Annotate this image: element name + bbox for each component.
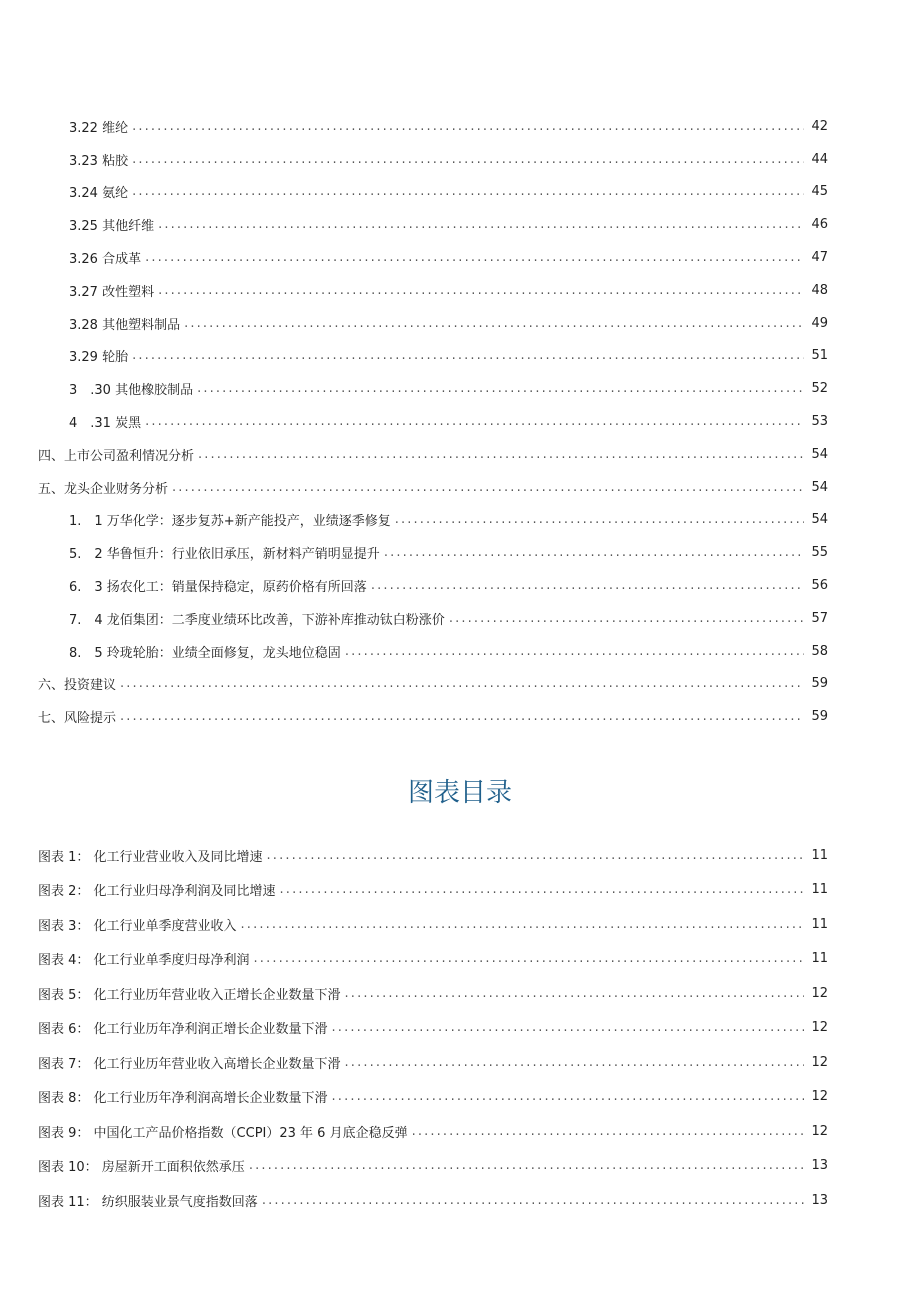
- entry-page-number: 11: [811, 847, 828, 863]
- entry-label: 3.26 合成革: [69, 252, 142, 268]
- entry-page-number: 12: [811, 1089, 828, 1105]
- figure-entry[interactable]: [0, 1011, 920, 1046]
- entry-page-number: 47: [811, 250, 828, 266]
- entry-page-number: 54: [811, 479, 828, 495]
- dot-leader: [132, 184, 804, 199]
- entry-page-number: 11: [811, 951, 828, 967]
- entry-page-number: 59: [811, 676, 828, 692]
- toc-entry[interactable]: [0, 307, 920, 340]
- dot-leader: [198, 447, 804, 462]
- entry-page-number: 12: [811, 1123, 828, 1139]
- entry-label: 图表 8： 化工行业历年净利润高增长企业数量下滑: [38, 1091, 328, 1107]
- entry-page-number: 56: [811, 578, 828, 594]
- entry-label: 四、上市公司盈利情况分析: [38, 448, 195, 464]
- dot-leader: [262, 1193, 804, 1208]
- dot-leader: [345, 644, 804, 659]
- entry-label: 图表 10： 房屋新开工面积依然承压: [38, 1160, 245, 1176]
- entry-label: 七、风险提示: [38, 711, 117, 727]
- figure-entry[interactable]: [0, 1080, 920, 1115]
- toc-entry[interactable]: [0, 504, 920, 537]
- entry-label: 五、龙头企业财务分析: [38, 481, 169, 497]
- entry-label: 图表 2： 化工行业归母净利润及同比增速: [38, 884, 276, 900]
- dot-leader: [145, 414, 804, 429]
- entry-label: 1. 1 万华化学：逐步复苏+新产能投产，业绩逐季修复: [69, 514, 391, 530]
- entry-label: 3.27 改性塑料: [69, 284, 155, 300]
- entry-page-number: 49: [811, 315, 828, 331]
- entry-label: 图表 5： 化工行业历年营业收入正增长企业数量下滑: [38, 987, 341, 1003]
- entry-label: 6. 3 扬农化工：销量保持稳定，原药价格有所回落: [69, 580, 367, 596]
- dot-leader: [412, 1124, 804, 1139]
- entry-page-number: 57: [811, 610, 828, 626]
- dot-leader: [395, 512, 804, 527]
- figure-entry[interactable]: [0, 1045, 920, 1080]
- list-of-figures: [0, 838, 920, 1218]
- toc-entry[interactable]: [0, 569, 920, 602]
- toc-entry[interactable]: [0, 438, 920, 471]
- dot-leader: [345, 1055, 804, 1070]
- toc-entry[interactable]: [0, 176, 920, 209]
- entry-page-number: 53: [811, 414, 828, 430]
- toc-entry[interactable]: [0, 340, 920, 373]
- entry-label: 图表 7： 化工行业历年营业收入高增长企业数量下滑: [38, 1056, 341, 1072]
- dot-leader: [249, 1158, 804, 1173]
- entry-page-number: 44: [811, 151, 828, 167]
- toc-entry[interactable]: [0, 143, 920, 176]
- toc-entry[interactable]: [0, 635, 920, 668]
- figures-title: 图表目录: [407, 778, 512, 808]
- entry-label: 图表 9： 中国化工产品价格指数（CCPI）23 年 6 月底企稳反弹: [38, 1125, 408, 1141]
- dot-leader: [184, 316, 804, 331]
- entry-label: 六、投资建议: [38, 678, 117, 694]
- figure-entry[interactable]: [0, 976, 920, 1011]
- dot-leader: [371, 578, 804, 593]
- entry-label: 5. 2 华鲁恒升：行业依旧承压，新材料产销明显提升: [69, 547, 380, 563]
- table-of-contents: [0, 110, 920, 733]
- entry-page-number: 12: [811, 1020, 828, 1036]
- dot-leader: [332, 1089, 804, 1104]
- entry-page-number: 13: [811, 1192, 828, 1208]
- entry-label: 3.22 维纶: [69, 120, 129, 136]
- entry-page-number: 13: [811, 1158, 828, 1174]
- figure-entry[interactable]: [0, 1114, 920, 1149]
- entry-page-number: 11: [811, 916, 828, 932]
- dot-leader: [172, 480, 804, 495]
- entry-label: 3.25 其他纤维: [69, 219, 155, 235]
- dot-leader: [280, 882, 804, 897]
- dot-leader: [120, 709, 804, 724]
- toc-entry[interactable]: [0, 208, 920, 241]
- entry-label: 7. 4 龙佰集团：二季度业绩环比改善，下游补库推动钛白粉涨价: [69, 612, 445, 628]
- entry-label: 4 .31 炭黑: [69, 416, 142, 432]
- dot-leader: [120, 676, 804, 691]
- entry-page-number: 54: [811, 446, 828, 462]
- entry-label: 3 .30 其他橡胶制品: [69, 383, 194, 399]
- entry-page-number: 51: [811, 348, 828, 364]
- entry-page-number: 48: [811, 282, 828, 298]
- dot-leader: [254, 951, 804, 966]
- dot-leader: [345, 986, 804, 1001]
- dot-leader: [132, 152, 804, 167]
- figure-entry[interactable]: [0, 942, 920, 977]
- dot-leader: [145, 250, 804, 265]
- entry-page-number: 55: [811, 545, 828, 561]
- toc-entry[interactable]: [0, 700, 920, 733]
- dot-leader: [132, 119, 804, 134]
- entry-page-number: 52: [811, 381, 828, 397]
- dot-leader: [241, 917, 804, 932]
- entry-page-number: 12: [811, 1054, 828, 1070]
- entry-page-number: 46: [811, 217, 828, 233]
- entry-label: 3.29 轮胎: [69, 350, 129, 366]
- dot-leader: [267, 848, 804, 863]
- toc-entry[interactable]: [0, 602, 920, 635]
- figure-entry[interactable]: [0, 838, 920, 873]
- figure-entry[interactable]: [0, 873, 920, 908]
- entry-page-number: 59: [811, 709, 828, 725]
- dot-leader: [384, 545, 804, 560]
- entry-page-number: 42: [811, 118, 828, 134]
- entry-page-number: 58: [811, 643, 828, 659]
- entry-label: 8. 5 玲珑轮胎：业绩全面修复，龙头地位稳固: [69, 645, 341, 661]
- dot-leader: [158, 217, 804, 232]
- entry-page-number: 12: [811, 985, 828, 1001]
- entry-page-number: 11: [811, 882, 828, 898]
- entry-label: 3.24 氨纶: [69, 186, 129, 202]
- toc-entry[interactable]: [0, 241, 920, 274]
- toc-entry[interactable]: [0, 405, 920, 438]
- toc-entry[interactable]: [0, 536, 920, 569]
- entry-label: 图表 1： 化工行业营业收入及同比增速: [38, 849, 263, 865]
- entry-label: 3.28 其他塑料制品: [69, 317, 181, 333]
- entry-label: 图表 11： 纺织服装业景气度指数回落: [38, 1194, 258, 1210]
- dot-leader: [132, 348, 804, 363]
- entry-page-number: 54: [811, 512, 828, 528]
- dot-leader: [449, 611, 804, 626]
- entry-label: 图表 4： 化工行业单季度归母净利润: [38, 953, 250, 969]
- entry-label: 图表 6： 化工行业历年净利润正增长企业数量下滑: [38, 1022, 328, 1038]
- entry-label: 图表 3： 化工行业单季度营业收入: [38, 918, 237, 934]
- toc-entry[interactable]: [0, 471, 920, 504]
- toc-entry[interactable]: [0, 274, 920, 307]
- toc-entry[interactable]: [0, 110, 920, 143]
- dot-leader: [197, 381, 804, 396]
- figure-entry[interactable]: [0, 1183, 920, 1218]
- toc-entry[interactable]: [0, 372, 920, 405]
- dot-leader: [332, 1020, 804, 1035]
- dot-leader: [158, 283, 804, 298]
- figure-entry[interactable]: [0, 907, 920, 942]
- figure-entry[interactable]: [0, 1149, 920, 1184]
- entry-label: 3.23 粘胶: [69, 153, 129, 169]
- toc-entry[interactable]: [0, 668, 920, 701]
- entry-page-number: 45: [811, 184, 828, 200]
